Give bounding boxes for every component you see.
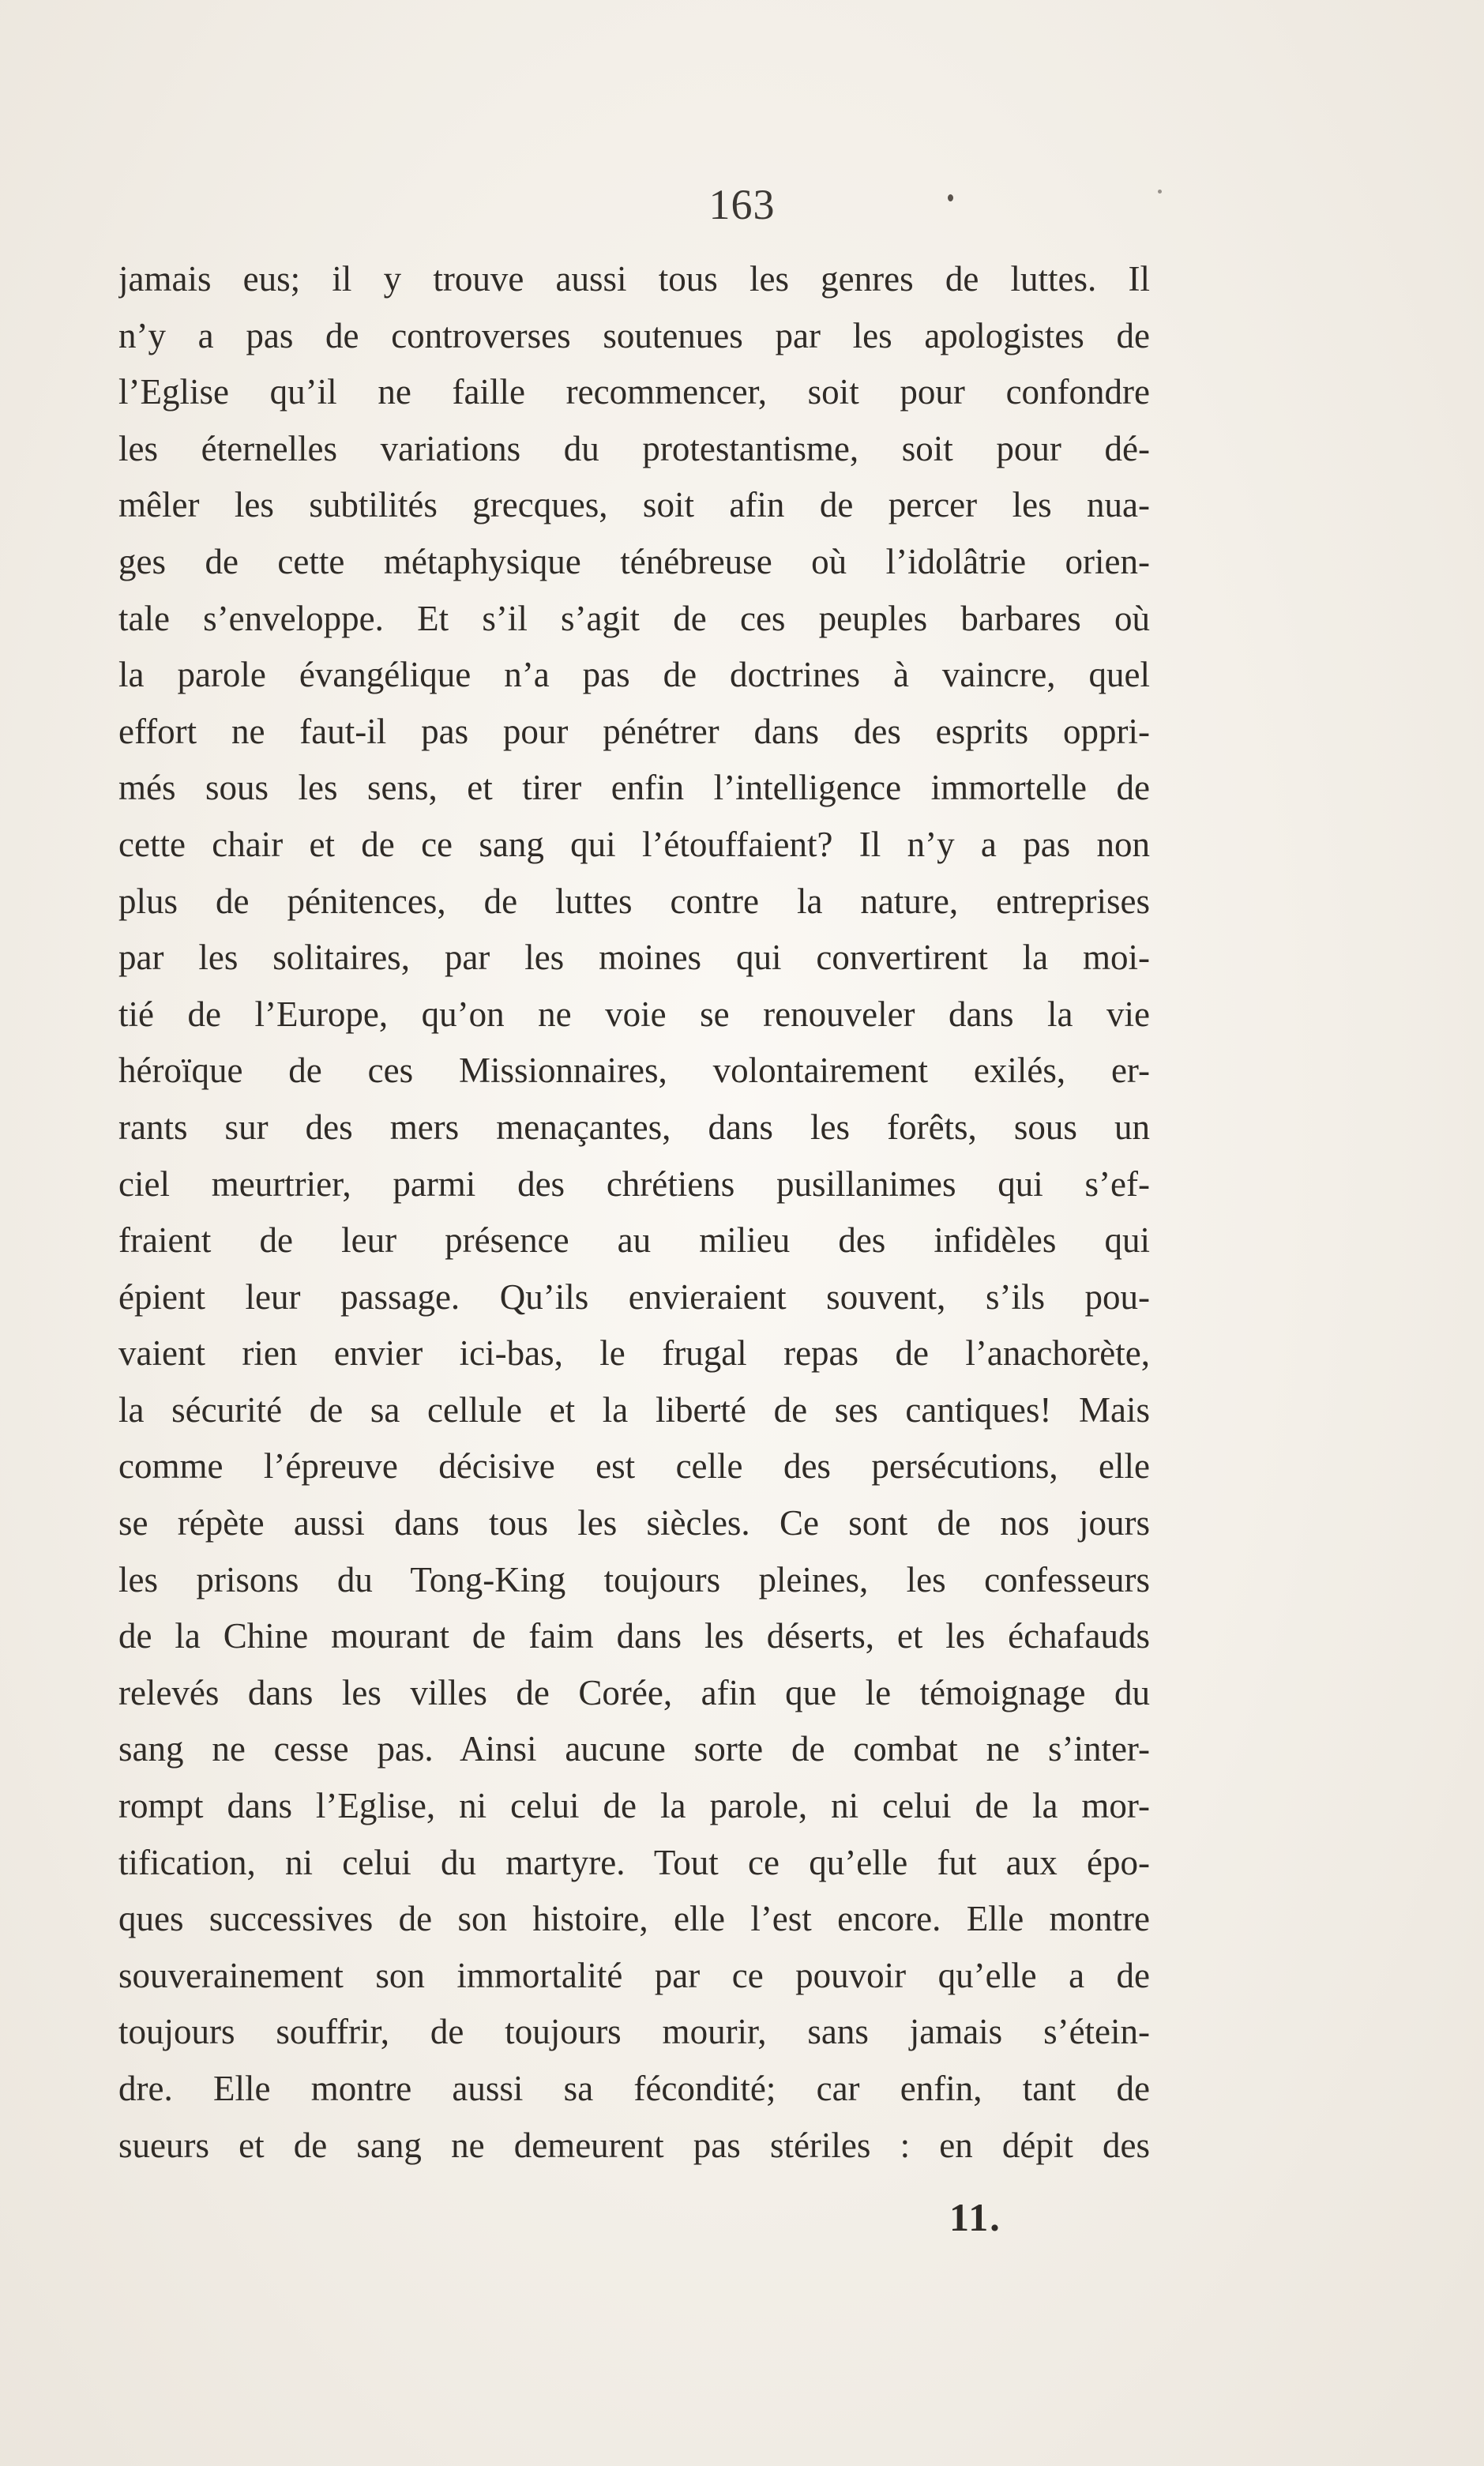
text-line: fraient de leur présence au milieu des infidèles qui	[118, 1220, 1150, 1261]
text-line: jamais eus; il y trouve aussi tous les genres de luttes. Il	[118, 259, 1150, 299]
page-number: 163	[708, 181, 776, 228]
text-line: la sécurité de sa cellule et la liberté de ses cantiques! Mais	[118, 1389, 1150, 1430]
text-line: les éternelles variations du protestantisme, soit pour dé-	[118, 428, 1150, 468]
text-line: tale s’enveloppe. Et s’il s’agit de ces peuples barbares où	[118, 598, 1150, 638]
text-line: dre. Elle montre aussi sa fécondité; car enfin, tant de	[118, 2069, 1150, 2108]
text-line: vaient rien envier ici-bas, le frugal repas de l’anachorète,	[118, 1333, 1150, 1374]
text-line: effort ne faut-il pas pour pénétrer dans des esprits oppri-	[118, 711, 1150, 751]
text-line: sueurs et de sang ne demeurent pas stériles : en dépit des	[118, 2125, 1150, 2165]
text-line: ges de cette métaphysique ténébreuse où l’idolâtrie orien-	[118, 541, 1150, 581]
text-line: n’y a pas de controverses soutenues par les apologistes de	[118, 315, 1150, 355]
text-line: l’Eglise qu’il ne faille recommencer, soit pour confondre	[118, 372, 1150, 412]
text-line: sang ne cesse pas. Ainsi aucune sorte de combat ne s’inter-	[118, 1729, 1150, 1769]
text-line: de la Chine mourant de faim dans les déserts, et les échafauds	[118, 1616, 1150, 1656]
text-line: toujours souffrir, de toujours mourir, sans jamais s’étein-	[118, 2012, 1150, 2052]
text-line: héroïque de ces Missionnaires, volontairement exilés, er-	[118, 1051, 1150, 1091]
text-line: se répète aussi dans tous les siècles. Ce sont de nos jours	[118, 1503, 1150, 1543]
text-line: tié de l’Europe, qu’on ne voie se renouveler dans la vie	[118, 994, 1150, 1034]
text-line: ques successives de son histoire, elle l’est encore. Elle montre	[118, 1899, 1150, 1939]
text-line: les prisons du Tong-King toujours pleines, les confesseurs	[118, 1559, 1150, 1600]
text-line: souverainement son immortalité par ce pouvoir qu’elle a de	[118, 1955, 1150, 1995]
text-line: ciel meurtrier, parmi des chrétiens pusillanimes qui s’ef-	[118, 1163, 1150, 1204]
signature-mark: 11.	[949, 2195, 1001, 2239]
text-line: comme l’épreuve décisive est celle des persécutions, elle	[118, 1446, 1150, 1487]
body-text	[118, 251, 1150, 2174]
text-line: mêler les subtilités grecques, soit afin de percer les nua-	[118, 485, 1150, 525]
text-line: cette chair et de ce sang qui l’étouffaient? Il n’y a pas non	[118, 824, 1150, 864]
text-line: rants sur des mers menaçantes, dans les forêts, sous un	[118, 1107, 1150, 1147]
text-line: relevés dans les villes de Corée, afin que le témoignage du	[118, 1672, 1150, 1712]
text-line: épient leur passage. Qu’ils envieraient souvent, s’ils pou-	[118, 1276, 1150, 1317]
text-line: rompt dans l’Eglise, ni celui de la parole, ni celui de la mor-	[118, 1786, 1150, 1826]
text-line: par les solitaires, par les moines qui convertirent la moi-	[118, 938, 1150, 978]
text-line: més sous les sens, et tirer enfin l’intelligence immortelle de	[118, 768, 1150, 808]
text-line: plus de pénitences, de luttes contre la nature, entreprises	[118, 881, 1150, 921]
text-line: la parole évangélique n’a pas de doctrines à vaincre, quel	[118, 655, 1150, 695]
text-line: tification, ni celui du martyre. Tout ce qu’elle fut aux épo-	[118, 1842, 1150, 1882]
